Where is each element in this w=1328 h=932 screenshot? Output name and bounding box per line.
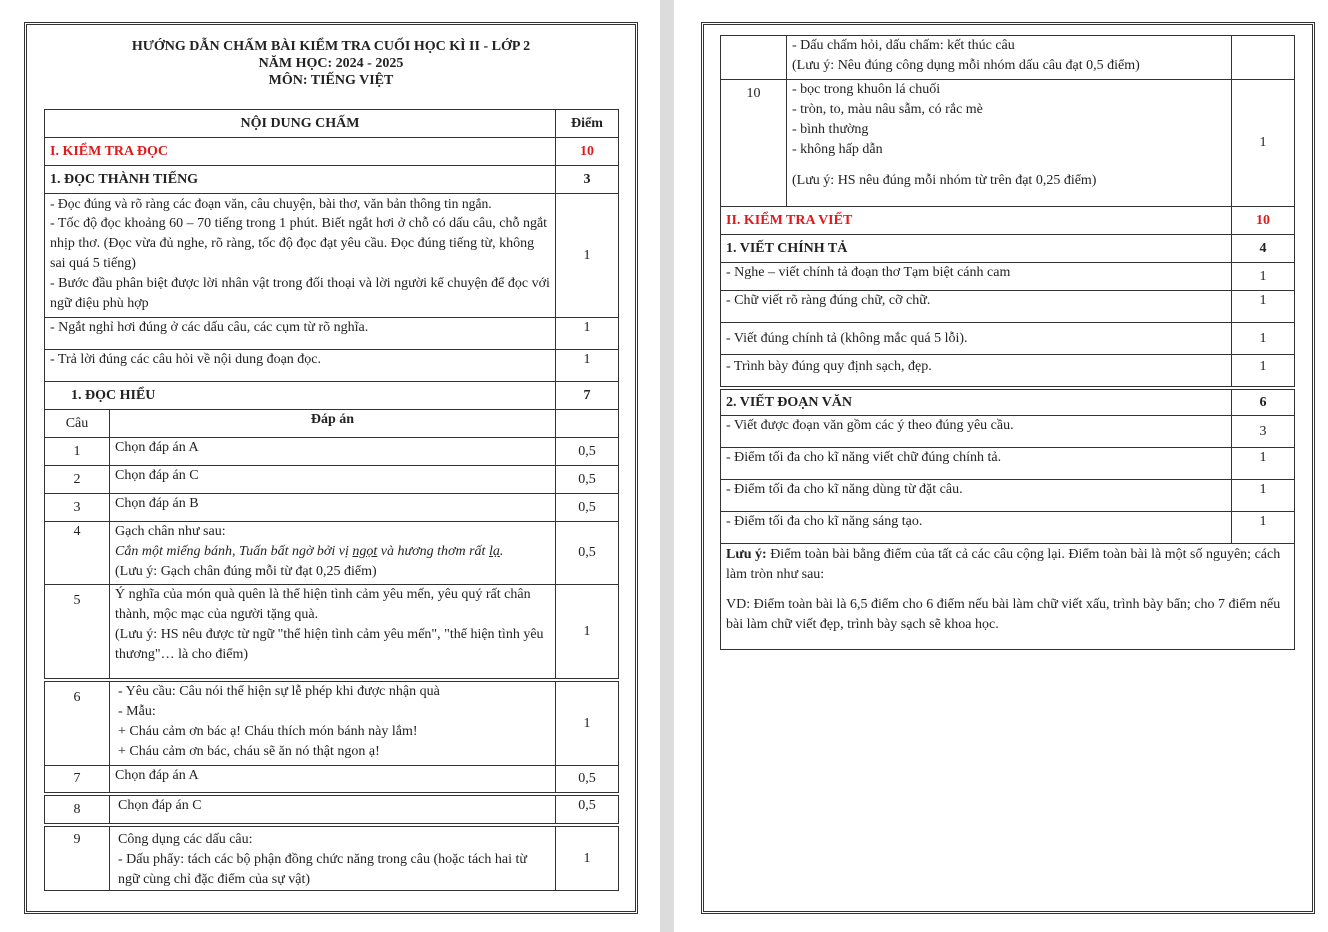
oral-pause-score: 1 [556, 318, 619, 350]
question-answer: Chọn đáp án A [110, 766, 556, 793]
question-answer [110, 585, 556, 679]
school-year: NĂM HỌC: 2024 - 2025 [258, 56, 404, 71]
dictation-criterion-score: 1 [1232, 323, 1295, 355]
dictation-criterion: - Nghe – viết chính tả đoạn thơ Tạm biệt cánh cam [721, 263, 1232, 291]
question-answer: Chọn đáp án A [110, 438, 556, 466]
paragraph-criterion: - Điểm tối đa cho kĩ năng sáng tạo. [721, 512, 1232, 544]
rounding-example: VD: Điểm toàn bài là 6,5 điểm cho 6 điểm nếu bài làm chữ viết xấu, trình bày bẩn; cho 7 điểm nếu bài làm chữ viết đẹp, trình bày sạch sẽ khoa học. [726, 597, 1281, 632]
q10-item-2: - tròn, to, màu nâu sẫm, có rắc mè [792, 102, 983, 117]
q4-sentence-part: Cắn một miếng bánh, Tuấn bất ngờ bởi vị [115, 544, 353, 559]
dictation-criterion-score: 1 [1232, 291, 1295, 323]
question-score: 1 [1232, 80, 1295, 207]
q9-title: Công dụng các dấu câu: [118, 832, 253, 847]
column-header-question: Câu [45, 410, 110, 438]
column-header-content: NỘI DUNG CHẤM [45, 110, 556, 138]
rounding-note-text [726, 545, 1289, 585]
question-answer: Chọn đáp án B [110, 494, 556, 522]
q4-sentence-end: . [499, 544, 504, 559]
page-gutter [660, 0, 674, 932]
question-number: 6 [45, 682, 110, 766]
table-row [45, 827, 619, 891]
section-reading-score: 10 [556, 138, 619, 166]
oral-reading-score: 3 [556, 166, 619, 194]
question-number: 4 [45, 522, 110, 585]
table-row [721, 291, 1295, 323]
table-row [721, 448, 1295, 480]
dictation-criterion: - Viết đúng chính tả (không mắc quá 5 lỗi). [721, 323, 1232, 355]
table-row [45, 466, 619, 494]
q4-underlined-word: lạ [488, 544, 500, 559]
question-score: 1 [556, 585, 619, 679]
table-row [45, 796, 619, 824]
paragraph-criterion: - Viết được đoạn văn gồm các ý theo đúng yêu cầu. [721, 416, 1232, 448]
note-body: Điểm toàn bài bằng điểm của tất cả các câu cộng lại. Điểm toàn bài là một số nguyên; cách làm tròn như sau: [726, 547, 1281, 582]
q5-note: (Lưu ý: HS nêu được từ ngữ "thể hiện tình cảm yêu mến", "thể hiện tình yêu thương"… là cho điểm) [115, 627, 544, 662]
q4-instruction: Gạch chân như sau: [115, 524, 226, 539]
dictation-title: 1. VIẾT CHÍNH TẢ [721, 235, 1232, 263]
question-answer [110, 682, 556, 766]
q6-sample-2: + Cháu cảm ơn bác, cháu sẽ ăn nó thật ngon ạ! [118, 744, 380, 759]
q4-sentence [115, 542, 550, 562]
document-page-1 [24, 22, 638, 914]
dictation-score: 4 [1232, 235, 1295, 263]
oral-criteria-score: 1 [556, 194, 619, 318]
paragraph-title: 2. VIẾT ĐOẠN VĂN [721, 390, 1232, 416]
paragraph-criterion-score: 1 [1232, 480, 1295, 512]
question-score: 0,5 [556, 466, 619, 494]
table-row [45, 585, 619, 679]
table-row [721, 323, 1295, 355]
oral-criterion-2: - Tốc độ đọc khoảng 60 – 70 tiếng trong 1 phút. Biết ngắt hơi ở chỗ có dấu câu, chỗ ngắt nhịp thơ. (Đọc vừa đủ nghe, rõ ràng, tốc độ đọc đạt yêu cầu. Đọc đúng tiếng từ, không sai quá 5 tiếng) [50, 216, 548, 271]
dictation-criterion-score: 1 [1232, 263, 1295, 291]
q9-comma: - Dấu phẩy: tách các bộ phận đồng chức năng trong câu (hoặc tách hai từ ngữ cùng chỉ đặc điểm của sự vật) [118, 852, 527, 887]
q9-note: (Lưu ý: Nêu đúng công dụng mỗi nhóm dấu câu đạt 0,5 điểm) [792, 58, 1140, 73]
paragraph-criterion-score: 1 [1232, 512, 1295, 544]
paragraph-criterion-score: 3 [1232, 416, 1295, 448]
q10-item-4: - không hấp dẫn [792, 142, 883, 157]
q4-underlined-word: ngọt [352, 544, 378, 559]
question-answer [110, 522, 556, 585]
oral-criterion-1: - Đọc đúng và rõ ràng các đoạn văn, câu chuyện, bài thơ, văn bản thông tin ngắn. [50, 196, 492, 211]
question-number: 9 [45, 827, 110, 891]
question-number: 5 [45, 585, 110, 679]
question-score: 0,5 [556, 494, 619, 522]
table-row [721, 355, 1295, 387]
document-page-2 [701, 22, 1315, 914]
q9-question-mark: - Dấu chấm hỏi, dấu chấm: kết thúc câu [792, 38, 1015, 53]
q10-item-3: - bình thường [792, 122, 869, 137]
rounding-note [721, 544, 1295, 650]
dictation-criterion: - Trình bày đúng quy định sạch, đẹp. [721, 355, 1232, 387]
q10-note: (Lưu ý: HS nêu đúng mỗi nhóm từ trên đạt 0,25 điểm) [792, 173, 1097, 188]
question-score: 1 [556, 682, 619, 766]
comprehension-score: 7 [556, 382, 619, 410]
paragraph-criterion: - Điểm tối đa cho kĩ năng dùng từ đặt câu. [721, 480, 1232, 512]
q10-item-1: - bọc trong khuôn lá chuối [792, 82, 941, 97]
question-score: 0,5 [556, 522, 619, 585]
score-blank [1232, 36, 1295, 80]
oral-pause-criterion: - Ngắt nghỉ hơi đúng ở các dấu câu, các cụm từ rõ nghĩa. [45, 318, 556, 350]
question-score: 1 [556, 827, 619, 891]
q4-sentence-part: và hương thơm rất [377, 544, 489, 559]
section-writing-title: II. KIỂM TRA VIẾT [721, 207, 1232, 235]
section-writing-score: 10 [1232, 207, 1295, 235]
question-answer [787, 80, 1232, 207]
question-number: 10 [721, 80, 787, 207]
table-row [45, 682, 619, 766]
q6-sample-1: + Cháu cảm ơn bác ạ! Cháu thích món bánh này lắm! [118, 724, 418, 739]
subject: MÔN: TIẾNG VIỆT [268, 73, 394, 88]
note-label: Lưu ý: [726, 547, 767, 562]
oral-criteria-cell [45, 194, 556, 318]
q9-continuation [787, 36, 1232, 80]
question-score: 0,5 [556, 438, 619, 466]
table-row [45, 494, 619, 522]
section-reading-title: I. KIỂM TRA ĐỌC [45, 138, 556, 166]
table-row [721, 416, 1295, 448]
question-number: 2 [45, 466, 110, 494]
table-row [721, 512, 1295, 544]
dictation-criterion-score: 1 [1232, 355, 1295, 387]
q6-requirement: - Yêu cầu: Câu nói thể hiện sự lễ phép khi được nhận quà [118, 684, 440, 699]
table-row [45, 438, 619, 466]
table-row [721, 263, 1295, 291]
question-number-blank [721, 36, 787, 80]
oral-answer-criterion: - Trả lời đúng các câu hỏi về nội dung đoạn đọc. [45, 350, 556, 382]
oral-criterion-3: - Bước đầu phân biệt được lời nhân vật trong đối thoại và lời người kể chuyện để đọc với ngữ điệu phù hợp [50, 276, 550, 311]
question-number: 8 [45, 796, 110, 824]
document-header [27, 38, 635, 89]
question-answer: Chọn đáp án C [110, 796, 556, 824]
table-row [721, 36, 1295, 80]
document-title: HƯỚNG DẪN CHẤM BÀI KIỂM TRA CUỐI HỌC KÌ II - LỚP 2 [131, 39, 531, 54]
question-answer: Chọn đáp án C [110, 466, 556, 494]
q4-note: (Lưu ý: Gạch chân đúng mỗi từ đạt 0,25 điểm) [115, 564, 377, 579]
paragraph-criterion-score: 1 [1232, 448, 1295, 480]
oral-reading-title: 1. ĐỌC THÀNH TIẾNG [45, 166, 556, 194]
paragraph-score: 6 [1232, 390, 1295, 416]
comprehension-title: 1. ĐỌC HIỂU [45, 382, 556, 410]
question-answer [110, 827, 556, 891]
question-score: 0,5 [556, 796, 619, 824]
question-number: 1 [45, 438, 110, 466]
question-number: 7 [45, 766, 110, 793]
question-score: 0,5 [556, 766, 619, 793]
table-row [45, 522, 619, 585]
grading-table-part-2 [720, 35, 1295, 650]
grading-table-part-1 [44, 109, 619, 891]
q5-answer: Ý nghĩa của món quà quên là thể hiện tình cảm yêu mến, yêu quý rất chân thành, mộc mạc của người tặng quà. [115, 587, 531, 622]
oral-answer-score: 1 [556, 350, 619, 382]
column-header-blank [556, 410, 619, 438]
paragraph-criterion: - Điểm tối đa cho kĩ năng viết chữ đúng chính tả. [721, 448, 1232, 480]
table-row [721, 80, 1295, 207]
question-number: 3 [45, 494, 110, 522]
dictation-criterion: - Chữ viết rõ ràng đúng chữ, cỡ chữ. [721, 291, 1232, 323]
table-row [721, 480, 1295, 512]
column-header-score: Điểm [556, 110, 619, 138]
q6-sample-label: - Mẫu: [118, 704, 156, 719]
table-row [45, 766, 619, 793]
column-header-answer: Đáp án [110, 410, 556, 438]
